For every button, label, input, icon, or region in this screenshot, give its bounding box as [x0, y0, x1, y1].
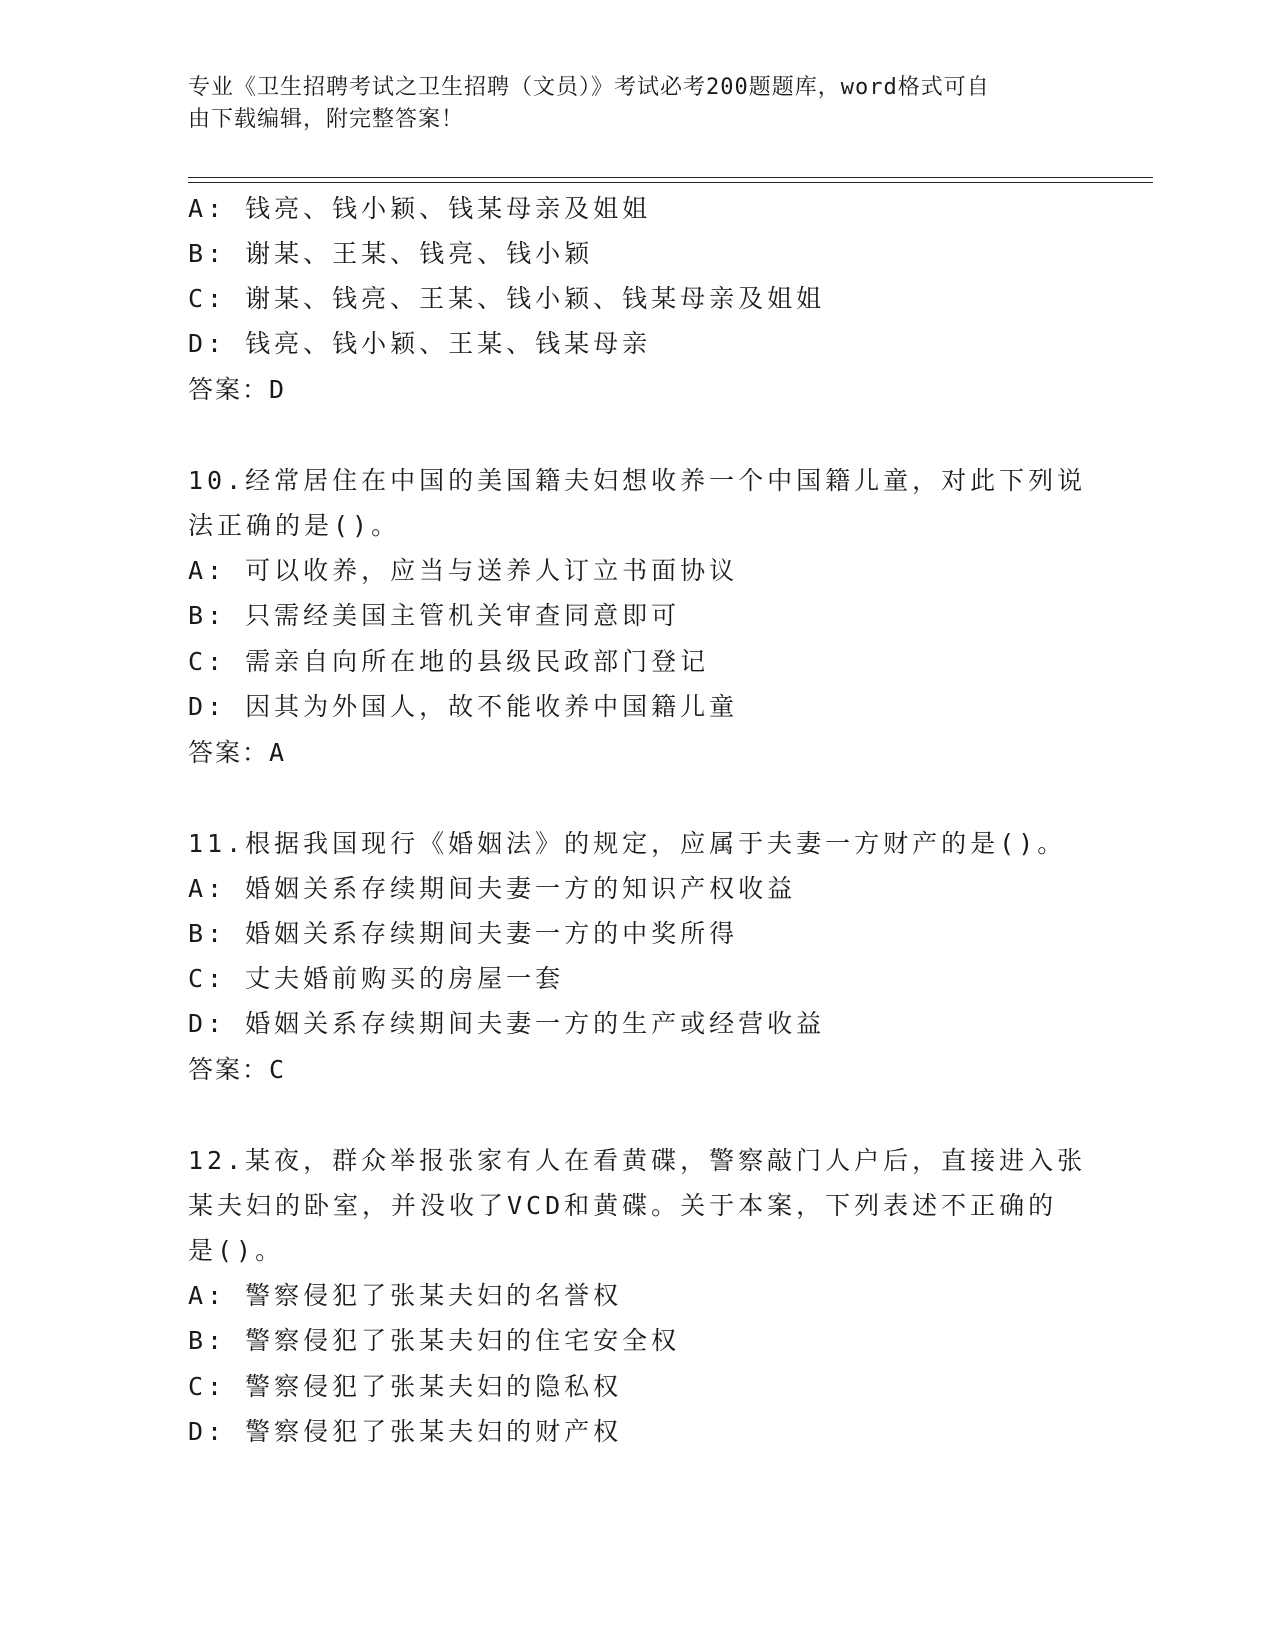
q11-option-b: B: 婚姻关系存续期间夫妻一方的中奖所得	[188, 919, 739, 948]
q10-stem-line-1: 10.经常居住在中国的美国籍夫妇想收养一个中国籍儿童，对此下列说	[188, 466, 1087, 495]
q12-option-d: D: 警察侵犯了张某夫妇的财产权	[188, 1417, 623, 1446]
header-line-2: 由下载编辑，附完整答案！	[188, 107, 465, 132]
q9-option-b: B: 谢某、王某、钱亮、钱小颖	[188, 239, 594, 268]
q9-option-a: A: 钱亮、钱小颖、钱某母亲及姐姐	[188, 194, 652, 223]
q11-option-d: D: 婚姻关系存续期间夫妻一方的生产或经营收益	[188, 1009, 826, 1038]
q10-answer: 答案：A	[188, 738, 287, 767]
q11-option-c: C: 丈夫婚前购买的房屋一套	[188, 964, 565, 993]
q11-option-a: A: 婚姻关系存续期间夫妻一方的知识产权收益	[188, 874, 797, 903]
header-divider-top	[188, 177, 1153, 178]
q9-option-c: C: 谢某、钱亮、王某、钱小颖、钱某母亲及姐姐	[188, 284, 826, 313]
q10-option-b: B: 只需经美国主管机关审查同意即可	[188, 601, 681, 630]
q10-option-a: A: 可以收养，应当与送养人订立书面协议	[188, 556, 739, 585]
header-divider-bottom	[188, 182, 1153, 183]
q12-option-b: B: 警察侵犯了张某夫妇的住宅安全权	[188, 1326, 681, 1355]
q12-option-c: C: 警察侵犯了张某夫妇的隐私权	[188, 1372, 623, 1401]
q12-stem-line-3: 是()。	[188, 1236, 285, 1265]
q9-answer: 答案：D	[188, 375, 287, 404]
document-header	[188, 72, 1068, 136]
q9-option-d: D: 钱亮、钱小颖、王某、钱某母亲	[188, 329, 652, 358]
q10-option-d: D: 因其为外国人，故不能收养中国籍儿童	[188, 692, 739, 721]
q12-stem-line-1: 12.某夜，群众举报张家有人在看黄碟，警察敲门人户后，直接进入张	[188, 1146, 1087, 1175]
header-line-1: 专业《卫生招聘考试之卫生招聘（文员）》考试必考200题题库，word格式可自	[188, 75, 990, 100]
q12-option-a: A: 警察侵犯了张某夫妇的名誉权	[188, 1281, 623, 1310]
q10-stem-line-2: 法正确的是()。	[188, 511, 401, 540]
q12-stem-line-2: 某夫妇的卧室，并没收了VCD和黄碟。关于本案，下列表述不正确的	[188, 1191, 1058, 1220]
q11-answer: 答案：C	[188, 1055, 287, 1084]
q10-option-c: C: 需亲自向所在地的县级民政部门登记	[188, 647, 710, 676]
q11-stem-line-1: 11.根据我国现行《婚姻法》的规定，应属于夫妻一方财产的是()。	[188, 829, 1067, 858]
